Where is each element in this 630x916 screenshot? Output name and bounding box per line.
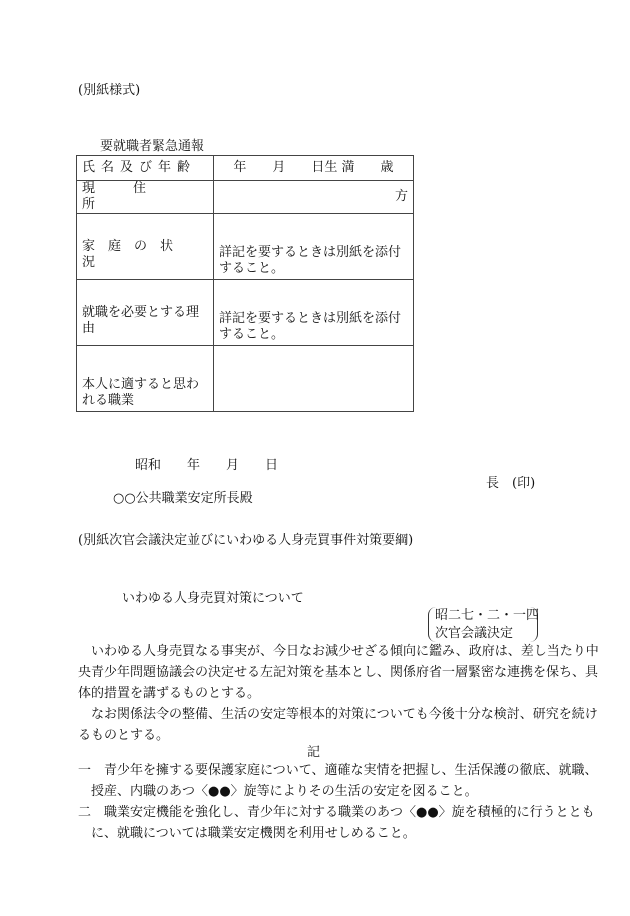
address-label: 現住所 [77, 181, 214, 214]
form-title: 要就職者緊急通報 [100, 139, 205, 154]
decision-bracket [428, 607, 538, 642]
table-row [77, 214, 414, 280]
item-line: 二 職業安定機能を強化し、青少年に対する職業のあつ〈●●〉旋を積極的に行うととも [78, 805, 595, 820]
paragraph-line: なお関係法令の整備、生活の安定等根本的対策についても今後十分な検討、研究を続け [78, 707, 598, 722]
name-age-label: 氏名及び年齢 [77, 156, 214, 181]
report-form-table [76, 155, 414, 412]
signature-seal: 長 (印) [486, 476, 536, 491]
suitable-job-label: 本人に適すると思われる職業 [77, 346, 214, 412]
family-status-label: 家庭の状況 [77, 214, 214, 280]
table-row [77, 280, 414, 346]
item-line: に、就職については職業安定機関を利用せしめること。 [78, 826, 416, 841]
decision-body: 次官会議決定 [435, 626, 514, 641]
attachment-title: (別紙次官会議決定並びにいわゆる人身売買事件対策要綱) [78, 533, 414, 548]
employment-reason-label: 就職を必要とする理由 [77, 280, 214, 346]
paragraph-line: 体的措置を講ずるものとする。 [78, 686, 261, 701]
decision-date: 昭二七・二・一四 [435, 608, 540, 623]
suitable-job-value [214, 346, 414, 412]
address-value: 方 [214, 181, 414, 214]
form-label: (別紙様式) [78, 83, 141, 98]
table-row [77, 156, 414, 181]
date-line: 昭和 年 月 日 [135, 458, 279, 473]
table-row [77, 346, 414, 412]
family-status-value: 詳記を要するときは別紙を添付すること。 [214, 214, 414, 280]
table-row [77, 181, 414, 214]
paragraph-line: 央青少年問題協議会の決定せる左記対策を基本とし、関係府省一層緊密な連携を保ち、具 [78, 665, 599, 680]
addressee: ○○公共職業安定所長殿 [113, 491, 253, 506]
ki-heading: 記 [307, 745, 321, 760]
paragraph-line: るものとする。 [78, 728, 170, 743]
employment-reason-value: 詳記を要するときは別紙を添付すること。 [214, 280, 414, 346]
item-line: 一 青少年を擁する要保護家庭について、適確な実情を把握し、生活保護の徹底、就職、 [78, 763, 598, 778]
paragraph-line: いわゆる人身売買なる事実が、今日なお減少せざる傾向に鑑み、政府は、差し当たり中 [78, 644, 599, 659]
section-title: いわゆる人身売買対策について [122, 591, 304, 606]
item-line: 授産、内職のあつ〈●●〉旋等によりその生活の安定を図ること。 [78, 784, 478, 799]
name-age-value: 年 月 日生 満 歳 [214, 156, 414, 181]
